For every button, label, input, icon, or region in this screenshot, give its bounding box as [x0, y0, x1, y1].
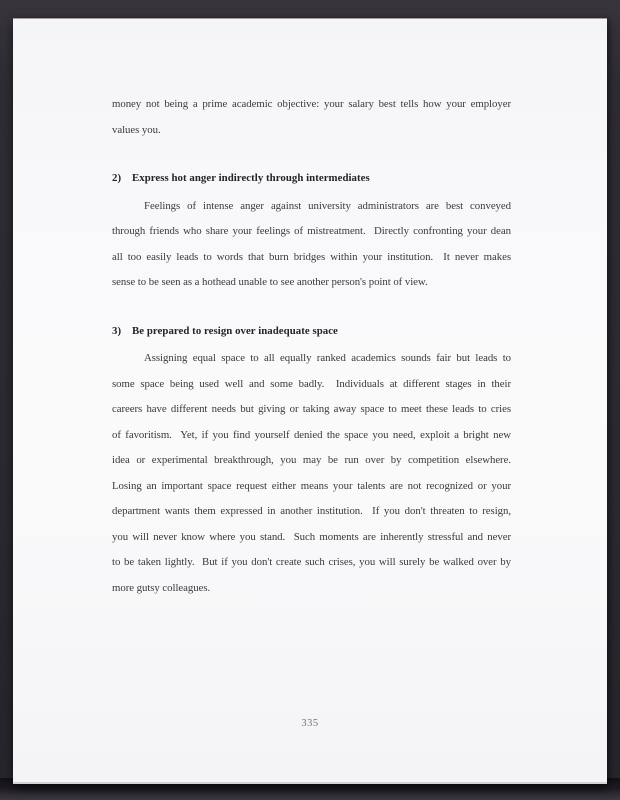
body-text: Assigning equal space to all equally ranked academics sounds fair but leads to	[144, 352, 511, 364]
body-text-line	[112, 397, 511, 423]
paragraph-gap	[112, 296, 511, 319]
body-text: money not being a prime academic objective: your salary best tells how your employer	[112, 98, 511, 110]
body-text: of favoritism. Yet, if you find yourself denied the space you need, exploit a bright new	[112, 428, 511, 441]
section-number: 3)	[112, 324, 122, 337]
body-text-line	[112, 474, 511, 500]
body-text: values you.	[112, 123, 161, 136]
body-text-line	[112, 346, 511, 372]
document-page	[13, 18, 607, 784]
section-title: Express hot anger indirectly through intermediates	[132, 172, 370, 184]
section-title: Be prepared to resign over inadequate space	[132, 324, 338, 337]
body-text-line	[112, 448, 511, 474]
body-text: to be taken lightly. But if you don't create such crises, you will surely be walked over by	[112, 556, 511, 568]
body-text-line	[112, 245, 511, 271]
body-text: idea or experimental breakthrough, you may be run over by competition elsewhere.	[112, 454, 511, 466]
body-text: you will never know where you stand. Such moments are inherently stressful and never	[112, 530, 511, 543]
body-text-line	[112, 576, 511, 602]
body-text-line	[112, 92, 511, 118]
body-text: department wants them expressed in another institution. If you don't threaten to resign,	[112, 505, 511, 517]
body-text: Losing an important space request either means your talents are not recognized or your	[112, 479, 511, 492]
section-heading-2	[112, 166, 511, 192]
body-text: more gutsy colleagues.	[112, 581, 211, 594]
paragraph-gap	[112, 143, 511, 166]
body-text: Feelings of intense anger against university administrators are best conveyed	[144, 199, 511, 212]
body-text: some space being used well and some badly. Individuals at different stages in their	[112, 377, 511, 390]
body-text-line	[112, 219, 511, 245]
body-text-line	[112, 118, 511, 144]
body-text-line	[112, 372, 511, 398]
body-text-line	[112, 423, 511, 449]
body-text-line	[112, 499, 511, 525]
section-heading-3	[112, 319, 511, 345]
body-text: sense to be seen as a hothead unable to see another person's point of view.	[112, 276, 428, 288]
body-text: all too easily leads to words that burn bridges within your institution. It never makes	[112, 250, 511, 263]
body-text: careers have different needs but giving or taking away space to meet these leads to cries	[112, 403, 511, 415]
body-text-line	[112, 194, 511, 220]
text-column	[112, 92, 511, 601]
page-number: 335	[301, 718, 319, 729]
body-text-line	[112, 525, 511, 551]
body-text-line	[112, 550, 511, 576]
body-text: through friends who share your feelings of mistreatment. Directly confronting your dean	[112, 225, 511, 237]
section-number: 2)	[112, 172, 122, 184]
body-text-line	[112, 270, 511, 296]
